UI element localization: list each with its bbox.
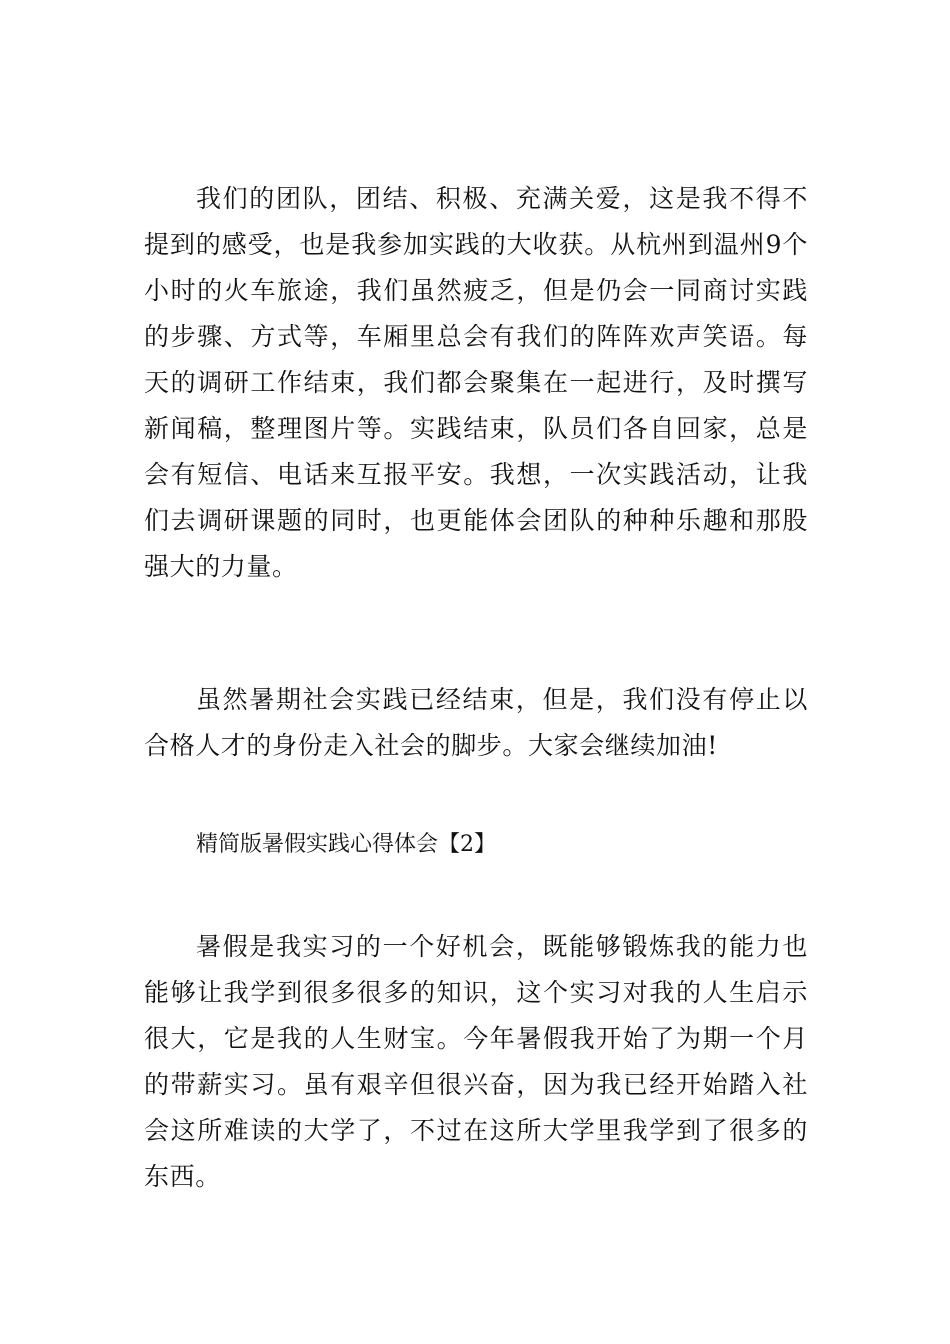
body-paragraph-team: 我们的团队，团结、积极、充满关爱，这是我不得不提到的感受，也是我参加实践的大收获。从杭州到温州9个小时的火车旅途，我们虽然疲乏，但是仍会一同商讨实践的步骤、方式等，车厢里总会有我们的阵阵欢声笑语。每天的调研工作结束，我们都会聚集在一起进行，及时撰写新闻稿，整理图片等。实践结束，队员们各自回家，总是会有短信、电话来互报平安。我想，一次实践活动，让我们去调研课题的同时，也更能体会团队的种种乐趣和那股强大的力量。 [144, 184, 808, 581]
body-paragraph-internship: 暑假是我实习的一个好机会，既能够锻炼我的能力也能够让我学到很多很多的知识，这个实习对我的人生启示很大，它是我的人生财宝。今年暑假我开始了为期一个月的带薪实习。虽有艰辛但很兴奋，因为我已经开始踏入社会这所难读的大学了，不过在这所大学里我学到了很多的东西。 [144, 932, 808, 1191]
body-paragraph-conclusion: 虽然暑期社会实践已经结束，但是，我们没有停止以合格人才的身份走入社会的脚步。大家会继续加油! [144, 685, 808, 760]
section-heading: 精简版暑假实践心得体会【2】 [196, 832, 496, 857]
